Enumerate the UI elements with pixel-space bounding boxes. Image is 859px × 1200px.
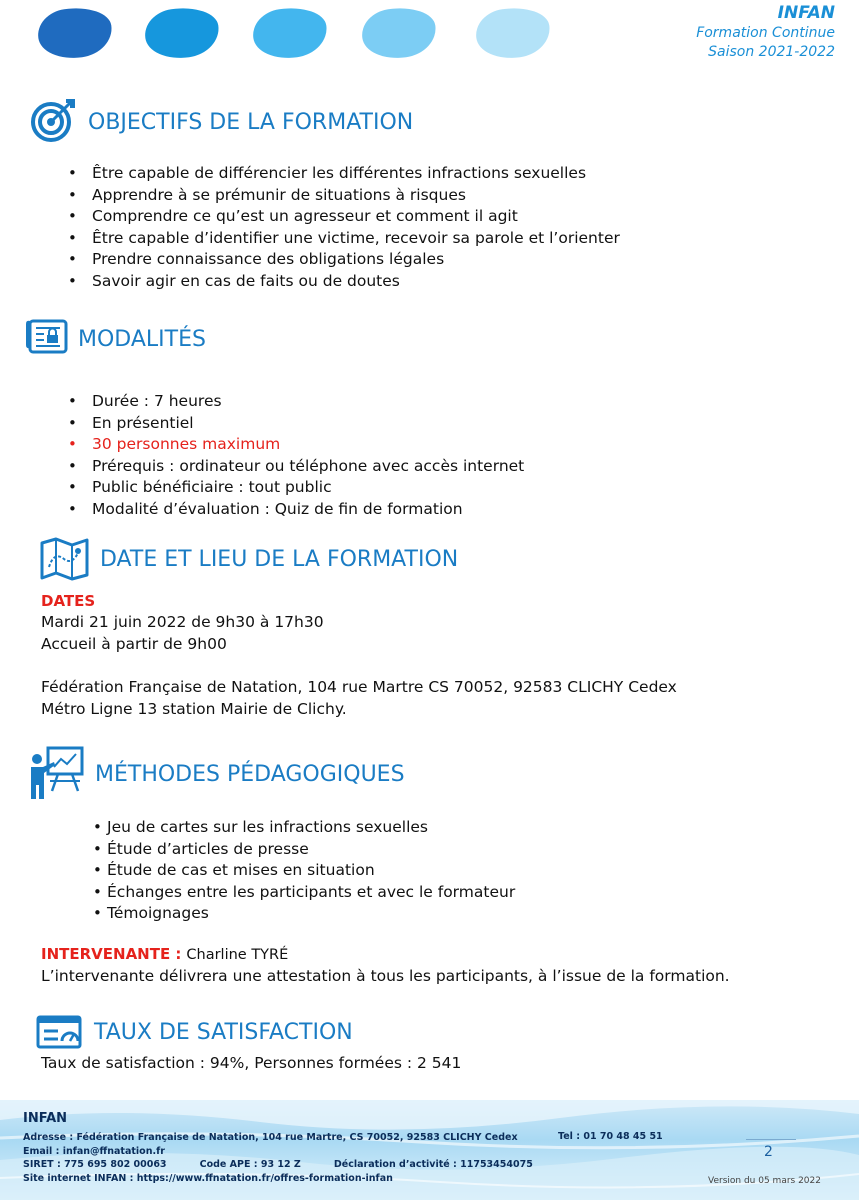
map-route-icon [40,537,90,581]
header-info [696,2,835,62]
version-label: Version du 05 mars 2022 [708,1176,821,1186]
list-item: • En présentiel [68,413,524,435]
accueil-line: Accueil à partir de 9h00 [41,635,227,653]
metro-line: Métro Ligne 13 station Mairie de Clichy. [41,700,347,718]
page-number: 2 [764,1144,773,1160]
intervenante-label: INTERVENANTE : [41,945,182,963]
footer-tel: Tel : 01 70 48 45 51 [558,1131,663,1142]
list-item: • Jeu de cartes sur les infractions sexuelles [93,817,515,839]
list-item-highlight: • 30 personnes maximum [68,434,524,456]
list-item: • Être capable de différencier les différentes infractions sexuelles [68,163,620,185]
section-title-date-lieu: DATE ET LIEU DE LA FORMATION [100,547,459,572]
footer-title: INFAN [23,1111,68,1126]
list-item: • Modalité d’évaluation : Quiz de fin de formation [68,499,524,521]
gauge-card-icon [36,1015,82,1049]
list-item: • Apprendre à se prémunir de situations à risques [68,185,620,207]
footer-siret: SIRET : 775 695 802 00063 Code APE : 93 12 Z Déclaration d’activité : 11753454075 [23,1159,533,1170]
list-item: • Échanges entre les participants et avec le formateur [93,882,515,904]
list-item: • Prendre connaissance des obligations légales [68,249,620,271]
section-title-modalites: MODALITÉS [78,327,206,352]
list-item: • Durée : 7 heures [68,391,524,413]
page-number-rule [746,1139,796,1140]
header-line-1: Formation Continue [696,25,835,41]
list-item: • Comprendre ce qu’est un agresseur et comment il agit [68,206,620,228]
scroll-lock-icon [24,318,70,356]
logo-blob [250,3,330,63]
date-line: Mardi 21 juin 2022 de 9h30 à 17h30 [41,613,324,631]
dates-label: DATES [41,592,96,610]
logo-blob [359,3,439,63]
section-title-objectifs: OBJECTIFS DE LA FORMATION [88,110,414,135]
target-arrow-icon [30,96,78,144]
modalites-list [68,391,524,520]
logo-blob [473,3,553,63]
presenter-board-icon [28,745,86,801]
logo-blob [142,3,222,63]
attestation-line: L’intervenante délivrera une attestation à tous les participants, à l’issue de la formation. [41,967,730,985]
methodes-list [93,817,515,925]
header-title: INFAN [777,3,835,23]
list-item: • Être capable d’identifier une victime, recevoir sa parole et l’orienter [68,228,620,250]
list-item: • Étude de cas et mises en situation [93,860,515,882]
logo-blob [35,3,115,63]
list-item: • Savoir agir en cas de faits ou de doutes [68,271,620,293]
address-line: Fédération Française de Natation, 104 rue Martre CS 70052, 92583 CLICHY Cedex [41,678,677,696]
list-item: • Témoignages [93,903,515,925]
objectifs-list [68,163,620,292]
footer-site[interactable]: Site internet INFAN : https://www.ffnatation.fr/offres-formation-infan [23,1173,393,1184]
satisfaction-text: Taux de satisfaction : 94%, Personnes formées : 2 541 [41,1054,462,1072]
section-title-methodes: MÉTHODES PÉDAGOGIQUES [95,762,405,787]
footer-adresse: Adresse : Fédération Française de Natation, 104 rue Martre, CS 70052, 92583 CLICHY Cedex [23,1132,518,1143]
section-title-satisfaction: TAUX DE SATISFACTION [94,1020,353,1045]
list-item: • Étude d’articles de presse [93,839,515,861]
list-item: • Public bénéficiaire : tout public [68,477,524,499]
intervenante-name: Charline TYRÉ [186,947,289,963]
list-item: • Prérequis : ordinateur ou téléphone avec accès internet [68,456,524,478]
header-line-2: Saison 2021-2022 [708,44,835,60]
intervenante-line [41,944,288,967]
footer-email: Email : infan@ffnatation.fr [23,1146,165,1157]
